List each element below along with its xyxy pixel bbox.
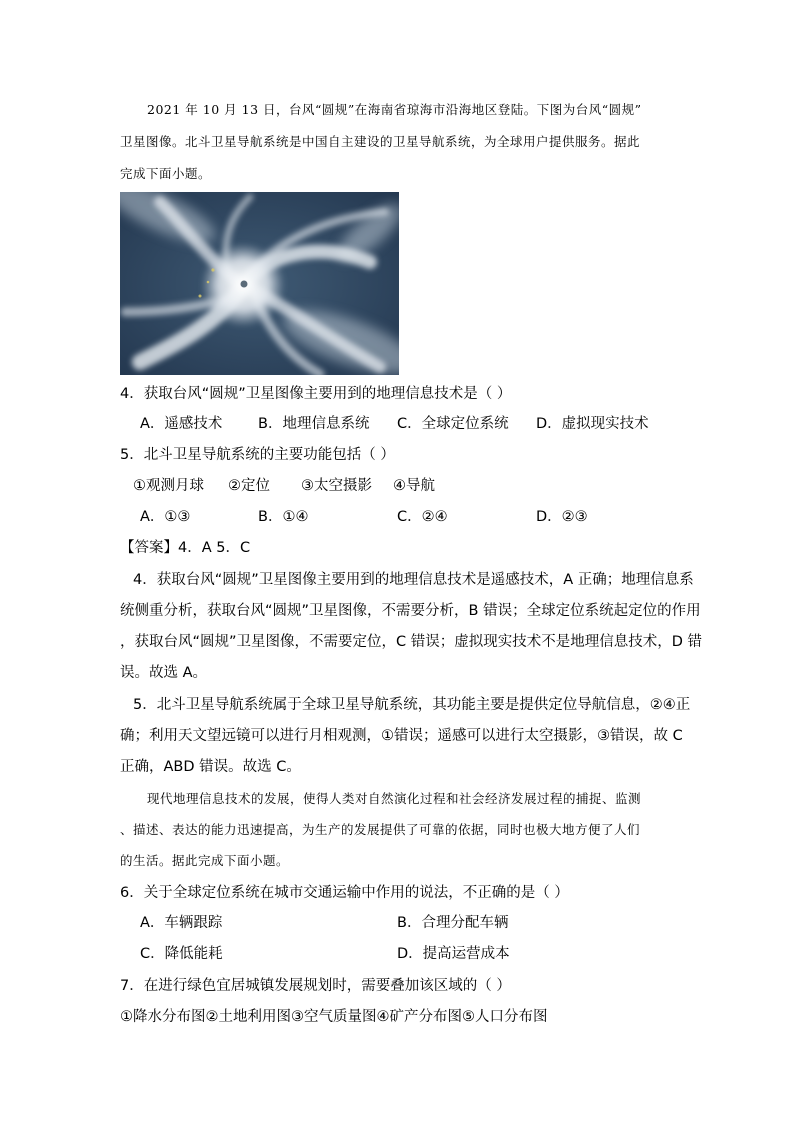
- explanation-5-line-2: 确；利用天文望远镜可以进行月相观测，①错误；遥感可以进行太空摄影，③错误，故 C: [120, 728, 683, 744]
- q4-option-b: B．地理信息系统: [258, 416, 370, 432]
- explanation-4-line-2: 统侧重分析，获取台风“圆规”卫星图像，不需要分析，B 错误；全球定位系统起定位的作用: [120, 603, 701, 619]
- q6-option-c: C．降低能耗: [140, 946, 223, 962]
- q6-stem: 6．关于全球定位系统在城市交通运输中作用的说法，不正确的是（ ）: [120, 885, 569, 901]
- q4-stem: 4．获取台风“圆规”卫星图像主要用到的地理信息技术是（ ）: [120, 386, 512, 402]
- q4-option-d: D．虚拟现实技术: [536, 416, 649, 432]
- q5-item-1: ①观测月球: [133, 478, 204, 494]
- q6-option-b: B．合理分配车辆: [397, 915, 509, 931]
- explanation-4-line-1: 4．获取台风“圆规”卫星图像主要用到的地理信息技术是遥感技术，A 正确；地理信息系: [133, 572, 694, 588]
- explanation-4-line-3: ，获取台风“圆规”卫星图像，不需要定位，C 错误；虚拟现实技术不是地理信息技术，D 错: [120, 634, 703, 650]
- q5-item-2: ②定位: [228, 478, 270, 494]
- explanation-5-line-3: 正确，ABD 错误。故选 C。: [120, 759, 301, 775]
- intro2-line-1: 现代地理信息技术的发展，使得人类对自然演化过程和社会经济发展过程的捕捉、监测: [147, 791, 642, 806]
- intro-line-2: 卫星图像。北斗卫星导航系统是中国自主建设的卫星导航系统，为全球用户提供服务。据此: [120, 134, 641, 149]
- q7-stem: 7．在进行绿色宜居城镇发展规划时，需要叠加该区域的（ ）: [120, 978, 511, 994]
- q5-option-c: C．②④: [397, 509, 448, 525]
- explanation-4-line-4: 误。故选 A。: [120, 665, 208, 681]
- typhoon-satellite-image: [120, 192, 399, 375]
- explanation-5-line-1: 5．北斗卫星导航系统属于全球卫星导航系统，其功能主要是提供定位导航信息，②④正: [133, 697, 691, 713]
- q5-item-3: ③太空摄影: [301, 478, 372, 494]
- q4-option-a: A．遥感技术: [140, 416, 223, 432]
- q7-items: ①降水分布图②土地利用图③空气质量图④矿产分布图⑤人口分布图: [120, 1009, 548, 1025]
- intro2-line-3: 的生活。据此完成下面小题。: [120, 853, 290, 868]
- q5-option-b: B．①④: [258, 509, 309, 525]
- q6-option-a: A．车辆跟踪: [140, 915, 223, 931]
- intro2-line-2: 、描述、表达的能力迅速提高，为生产的发展提供了可靠的依据，同时也极大地方便了人们: [120, 822, 641, 837]
- q5-item-4: ④导航: [393, 478, 435, 494]
- q5-stem: 5．北斗卫星导航系统的主要功能包括（ ）: [120, 447, 395, 463]
- q5-option-a: A．①③: [140, 509, 191, 525]
- q6-option-d: D．提高运营成本: [397, 946, 510, 962]
- intro-line-1: 2021 年 10 月 13 日，台风“圆规”在海南省琼海市沿海地区登陆。下图为台风“圆规”: [147, 102, 642, 117]
- answer-line: 【答案】4．A 5．C: [120, 540, 251, 556]
- intro-line-3: 完成下面小题。: [120, 166, 212, 181]
- q4-option-c: C．全球定位系统: [397, 416, 509, 432]
- q5-option-d: D．②③: [536, 509, 588, 525]
